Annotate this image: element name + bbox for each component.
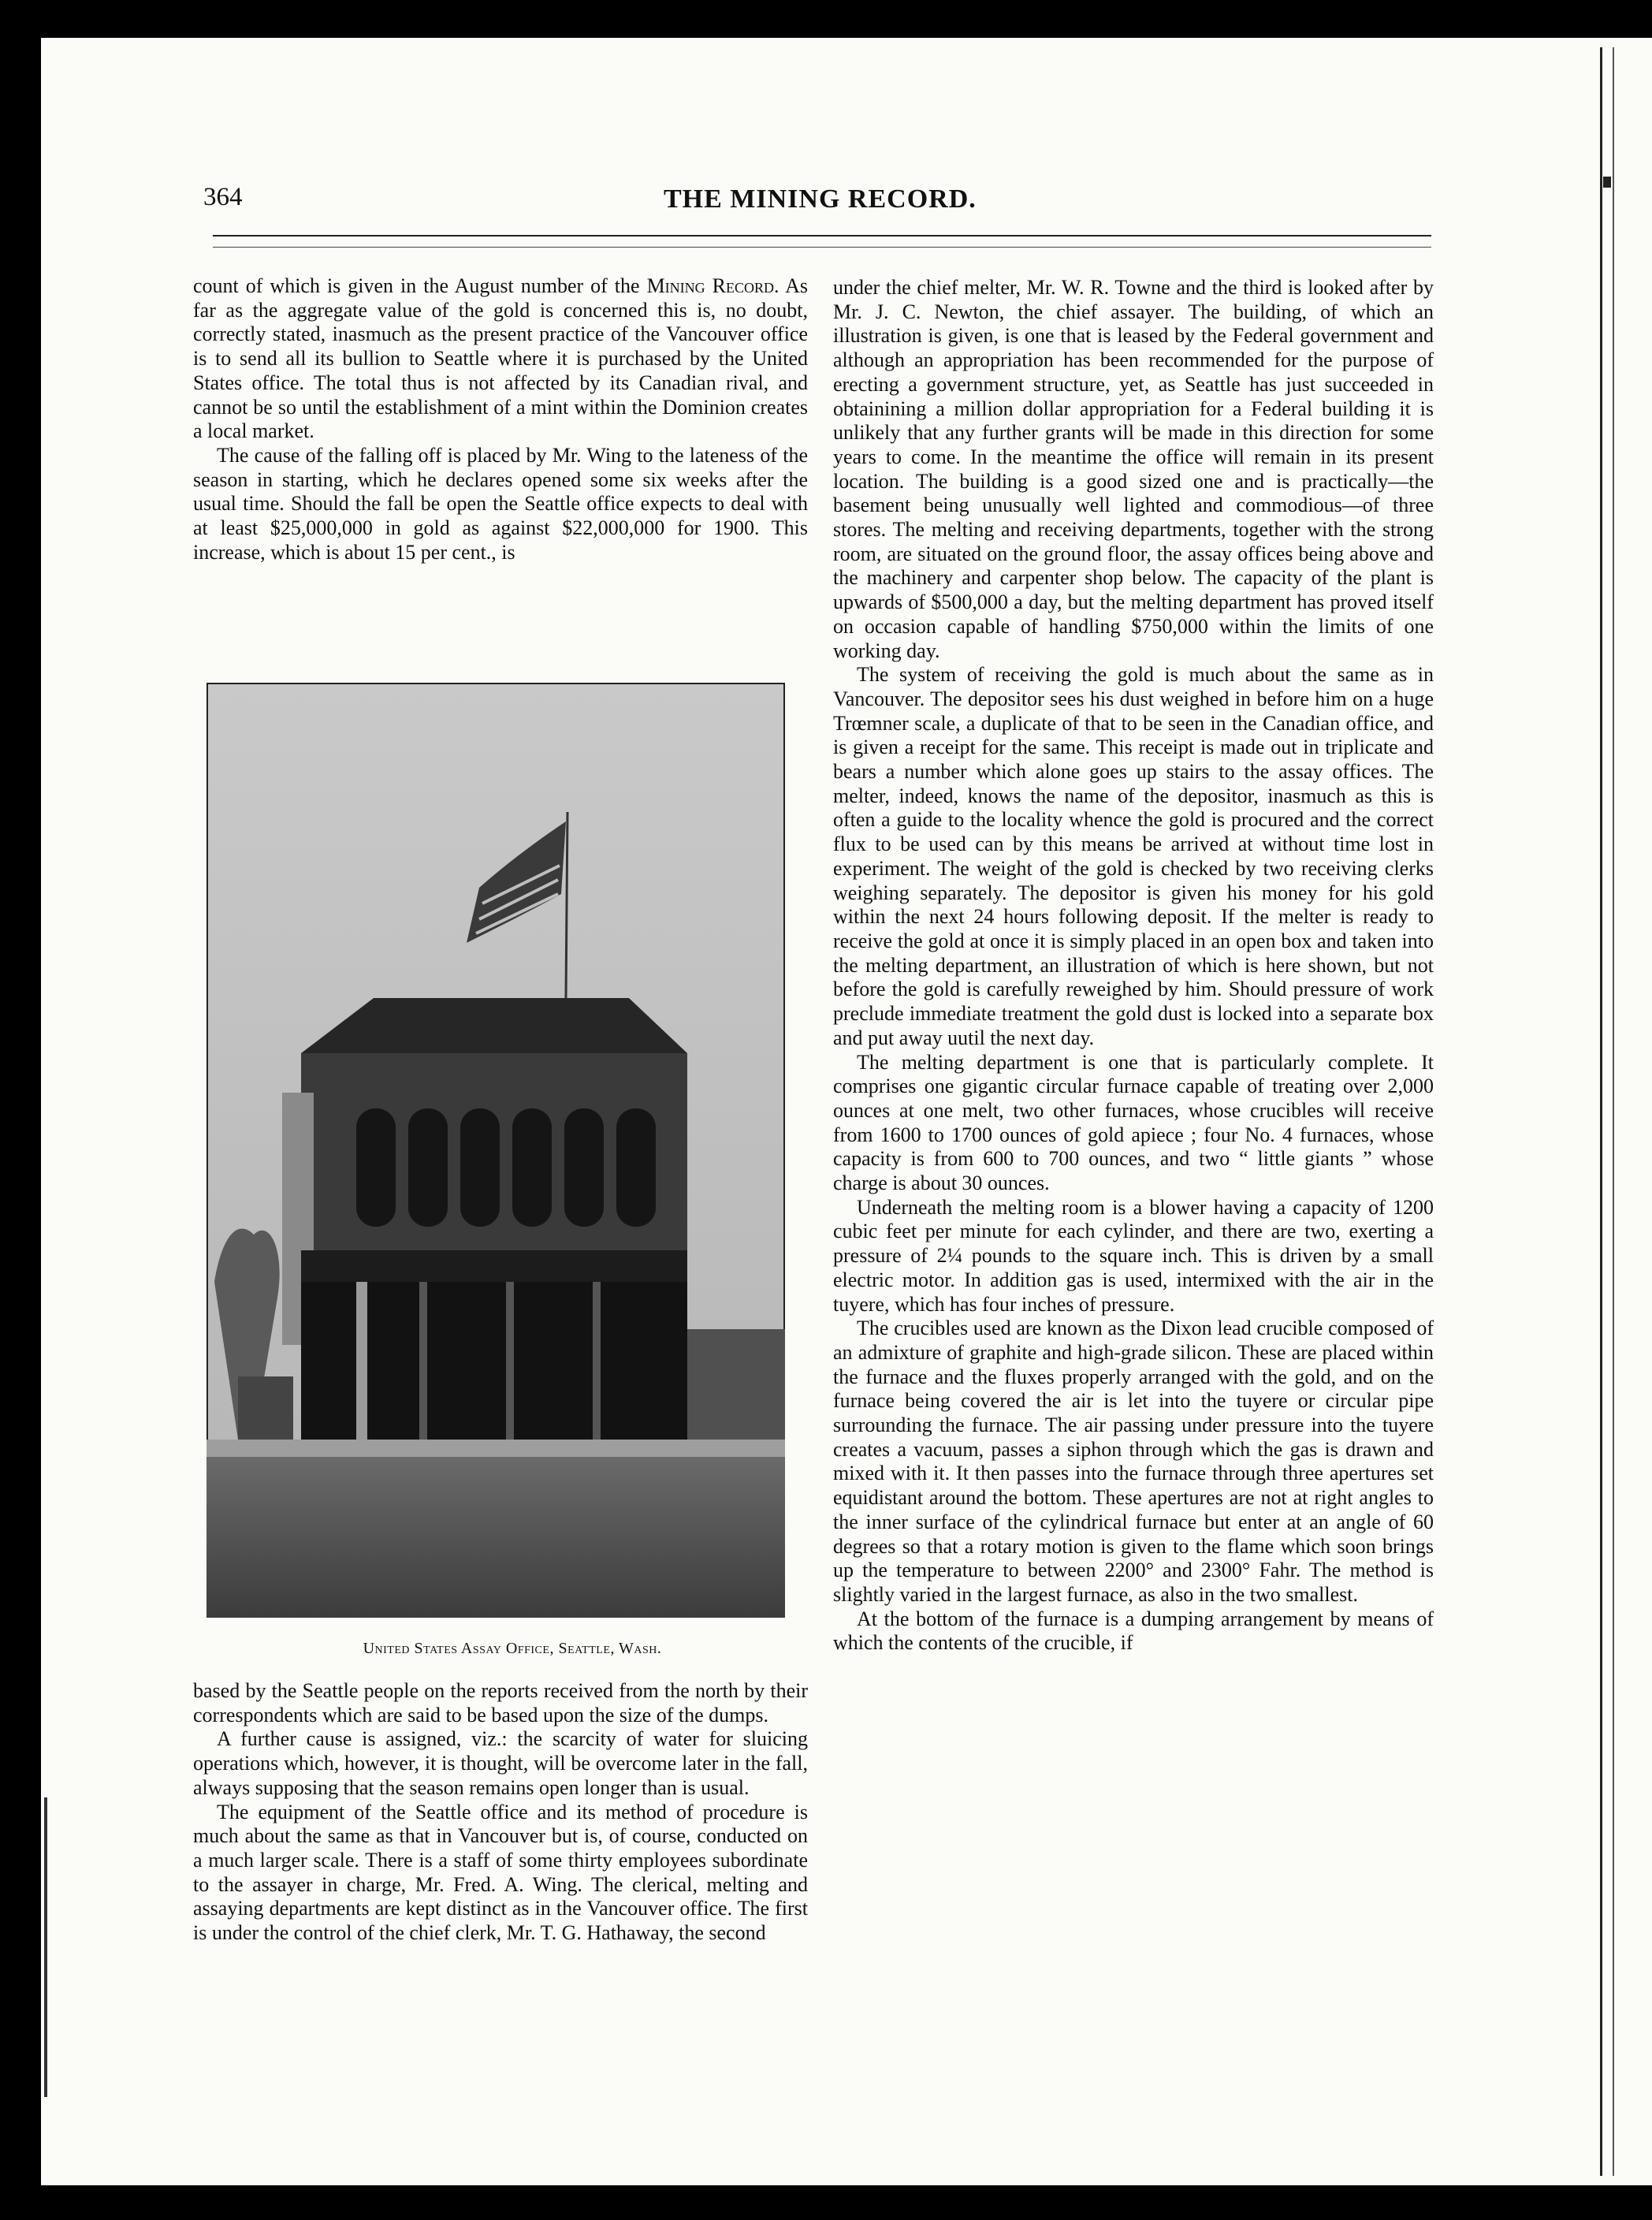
paragraph: The system of receiving the gold is much about the same as in Vancouver. The depositor sees his dust weighed in before him on a huge Trœmner scale, a duplicate of that to be seen in the Canadian office, and is given a receipt for the same. This receipt is made out in triplicate and bears a number which alone goes up stairs to the assay offices. The melter, indeed, knows the name of the depositor, inasmuch as this is often a guide to the locality whence the gold is procured and the correct flux to be used can by this means be arrived at without time lost in experiment. The weight of the gold is checked by two receiving clerks weighing separately. The depositor is given his money for his gold within the next 24 hours following deposit. If the melter is ready to receive the gold at once it is simply placed in an open box and taken into the melting department, an illustration of which is here shown, but not before the gold is carefully reweighed by him. Should pressure of work preclude immediate treatment the gold dust is locked into a separate box and put away uutil the next day.: [833, 663, 1434, 1049]
paragraph-text: As far as the aggregate value of the gold is concerned this is, no doubt, correctly stated, inasmuch as the present practice of the Vancouver office is to send all its bullion to Seattle where it is purchased by the United States office. The total thus is not affected by its Canadian rival, and cannot be so until the establishment of a mint within the Dominion creates a local market.: [193, 274, 808, 443]
margin-scan-mark: [44, 1797, 47, 2097]
right-column: [833, 276, 1434, 1656]
photo-caption: United States Assay Office, Seattle, Wash.: [363, 1640, 662, 1657]
paragraph: based by the Seattle people on the reports received from the north by their correspondents which are said to be based upon the size of the dumps.: [193, 1679, 808, 1726]
paragraph: A further cause is assigned, viz.: the scarcity of water for sluicing operations which, however, it is thought, will be overcome later in the fall, always supposing that the season remains open longer than is usual.: [193, 1727, 808, 1799]
paragraph: The crucibles used are known as the Dixon lead crucible composed of an admixture of graphite and high-grade silicon. These are placed within the furnace and the fluxes properly arranged with the gold, and on the furnace being covered the air is let into the tuyere or circular pipe surrounding the furnace. The air passing under pressure into the tuyere creates a vacuum, passes a siphon through which the gas is drawn and mixed with it. It then passes into the furnace through three apertures set equidistant around the bottom. These apertures are not at right angles to the inner surface of the cylindrical furnace but enter at an angle of 60 degrees so that a rotary motion is given to the flame which soon brings up the temperature to between 2200° and 2300° Fahr. The method is slightly varied in the largest furnace, as also in the two smallest.: [833, 1317, 1434, 1606]
assay-office-photo: [206, 683, 785, 1618]
paragraph: [193, 274, 808, 444]
publication-name: Mining Record.: [646, 274, 779, 297]
page-number: 364: [203, 183, 243, 211]
left-column-top: [193, 274, 808, 564]
edge-mark: [1603, 177, 1611, 188]
header-rule: [213, 235, 1431, 237]
adjacent-page-edge: [1559, 38, 1652, 2185]
paragraph: Underneath the melting room is a blower having a capacity of 1200 cubic feet per minute for each cylinder, and there are two, exerting a pressure of 2¼ pounds to the square inch. This is driven by a small electric motor. In addition gas is used, intermixed with the air in the tuyere, which has four inches of pressure.: [833, 1195, 1434, 1316]
paragraph-text: count of which is given in the August number of the: [193, 274, 640, 297]
binding-line: [1600, 47, 1602, 2176]
binding-line-inner: [1613, 47, 1614, 2176]
running-head-title: THE MINING RECORD.: [664, 184, 977, 214]
paragraph: At the bottom of the furnace is a dumping arrangement by means of which the contents of the crucible, if: [833, 1607, 1434, 1655]
building-illustration: [206, 683, 785, 1618]
left-column-bottom: [193, 1679, 808, 1946]
header-rule-thin: [213, 247, 1431, 248]
paragraph: The melting department is one that is particularly complete. It comprises one gigantic circular furnace capable of treating over 2,000 ounces at one melt, two other furnaces, whose crucibles will receive from 1600 to 1700 ounces of gold apiece ; four No. 4 furnaces, whose capacity is from 600 to 700 ounces, and two “ little giants ” whose charge is about 30 ounces.: [833, 1050, 1434, 1195]
paragraph: The cause of the falling off is placed by Mr. Wing to the lateness of the season in starting, which he declares opened some six weeks after the usual time. Should the fall be open the Seattle office expects to deal with at least $25,000,000 in gold as against $22,000,000 for 1900. This increase, which is about 15 per cent., is: [193, 443, 808, 564]
paragraph: The equipment of the Seattle office and its method of procedure is much about the same as that in Vancouver but is, of course, conducted on a much larger scale. There is a staff of some thirty employees subordinate to the assayer in charge, Mr. Fred. A. Wing. The clerical, melting and assaying departments are kept distinct as in the Vancouver office. The first is under the control of the chief clerk, Mr. T. G. Hathaway, the second: [193, 1800, 808, 1945]
paragraph: under the chief melter, Mr. W. R. Towne and the third is looked after by Mr. J. C. Newton, the chief assayer. The building, of which an illustration is given, is one that is leased by the Federal government and although an appropriation has been recommended for the purpose of erecting a government structure, yet, as Seattle has just succeeded in obtainining a million dollar appropriation for a Federal building it is unlikely that any further grants will be made in this direction for some years to come. In the meantime the office will remain in its present location. The building is a good sized one and is practically—the basement being unusually well lighted and commodious—of three stores. The melting and receiving departments, together with the strong room, are situated on the ground floor, the assay offices being above and the machinery and carpenter shop below. The capacity of the plant is upwards of $500,000 a day, but the melting department has proved itself on occasion capable of handling $750,000 within the limits of one working day.: [833, 276, 1434, 662]
